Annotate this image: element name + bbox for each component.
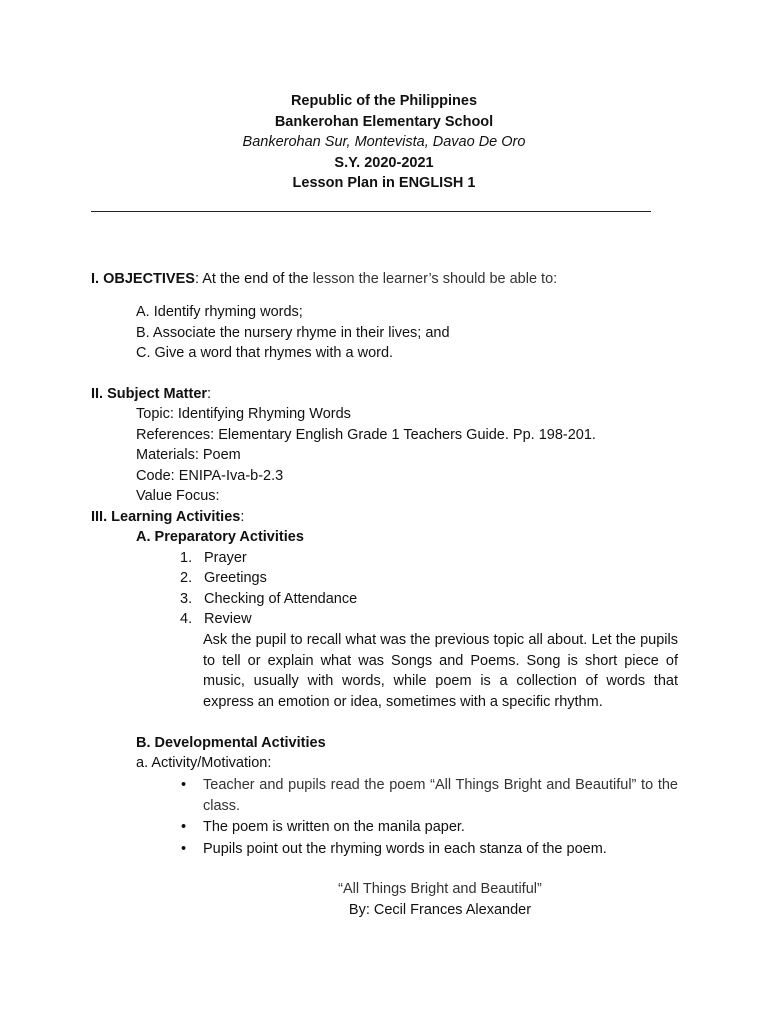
subject-matter-colon: :: [207, 386, 212, 402]
subject-references: References: Elementary English Grade 1 Teachers Guide. Pp. 198-201.: [136, 427, 596, 443]
header-school: Bankerohan Elementary School: [274, 114, 494, 130]
item-number: 2.: [180, 570, 193, 586]
subject-value-focus: Value Focus:: [136, 488, 220, 504]
bullet-text: Pupils point out the rhyming words in each stanza of the poem.: [203, 841, 607, 857]
objectives-heading-line: [91, 269, 557, 289]
item-text: Checking of Attendance: [204, 591, 358, 607]
objectives-intro-a: : At the end of the: [194, 271, 313, 287]
bullet-icon: •: [181, 841, 187, 857]
header-country: Republic of the Philippines: [290, 93, 478, 109]
item-number: 4.: [180, 611, 193, 627]
subject-matter-heading: II. Subject Matter: [91, 386, 208, 402]
item-text: Prayer: [204, 550, 247, 566]
subject-materials: Materials: Poem: [136, 447, 241, 463]
bullet-icon: •: [181, 777, 187, 793]
objectives-intro-b: lesson the learner’s should be able to:: [312, 271, 558, 287]
item-number: 1.: [180, 550, 193, 566]
header-school-year: S.Y. 2020-2021: [334, 155, 434, 171]
developmental-subheading: a. Activity/Motivation:: [136, 755, 272, 771]
preparatory-item: [180, 568, 267, 588]
preparatory-item: [180, 589, 357, 609]
objectives-heading: I. OBJECTIVES: [91, 271, 195, 287]
learning-activities-heading: III. Learning Activities: [91, 509, 241, 525]
header-address: Bankerohan Sur, Montevista, Davao De Oro: [242, 134, 526, 150]
poem-author: By: Cecil Frances Alexander: [348, 902, 532, 918]
header-divider: [91, 211, 651, 212]
objective-item: B. Associate the nursery rhyme in their lives; and: [136, 325, 450, 341]
review-paragraph: Ask the pupil to recall what was the previous topic all about. Let the pupils to tell or explain what was Songs and Poems. Song is short piece of music, usually with words, while poem is a collection of words that express an emotion or idea, sometimes with a specific rhythm.: [203, 632, 678, 711]
preparatory-item: [180, 609, 252, 629]
item-text: Greetings: [204, 570, 267, 586]
subject-code: Code: ENIPA-Iva-b-2.3: [136, 468, 284, 484]
header-title: Lesson Plan in ENGLISH 1: [292, 175, 476, 191]
bullet-text: Teacher and pupils read the poem “All Things Bright and Beautiful” to the class.: [203, 777, 678, 814]
item-number: 3.: [180, 591, 193, 607]
item-text: Review: [204, 611, 252, 627]
subject-topic: Topic: Identifying Rhyming Words: [136, 406, 351, 422]
developmental-heading: B. Developmental Activities: [136, 735, 326, 751]
preparatory-item: [180, 548, 247, 568]
bullet-text: The poem is written on the manila paper.: [203, 819, 465, 835]
learning-activities-heading-line: [91, 507, 244, 527]
poem-title: “All Things Bright and Beautiful”: [338, 881, 542, 897]
learning-activities-colon: :: [240, 509, 245, 525]
objective-item: C. Give a word that rhymes with a word.: [136, 345, 394, 361]
subject-matter-heading-line: [91, 384, 211, 404]
bullet-icon: •: [181, 819, 187, 835]
objective-item: A. Identify rhyming words;: [136, 304, 303, 320]
preparatory-heading: A. Preparatory Activities: [136, 529, 304, 545]
